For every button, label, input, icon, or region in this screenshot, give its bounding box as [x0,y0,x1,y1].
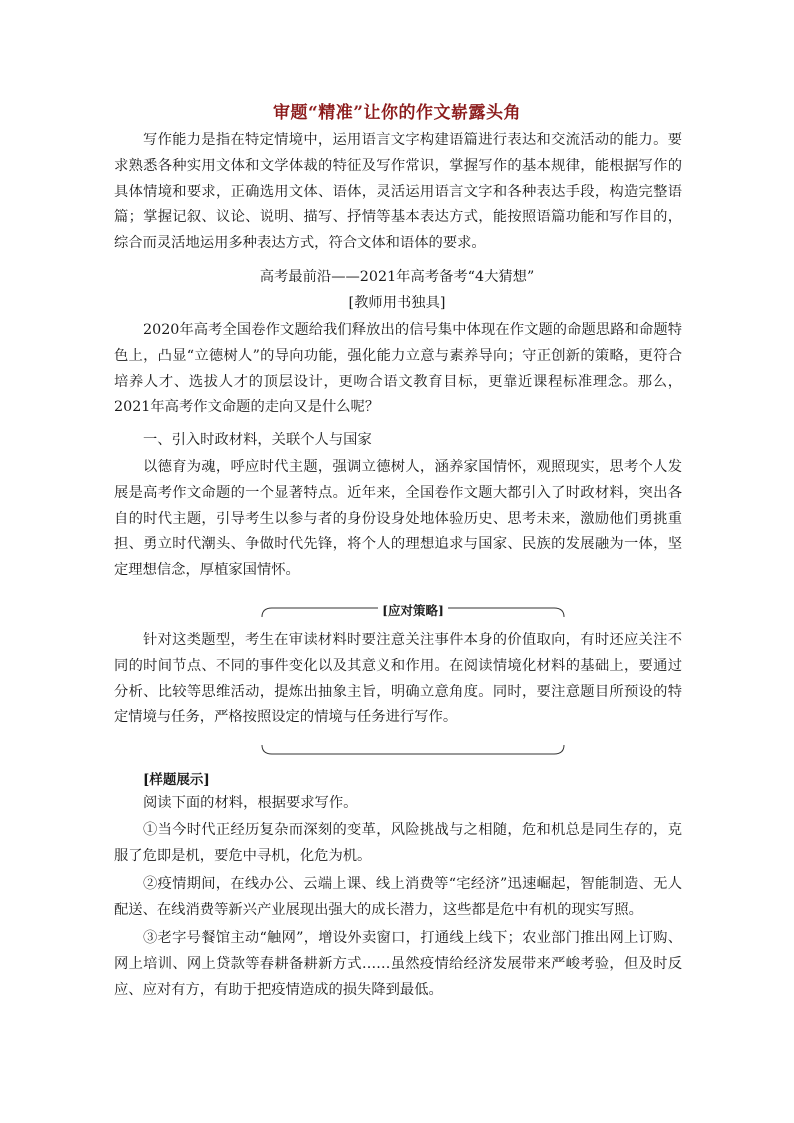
strategy-bracket-bottom [260,745,566,757]
section-subtitle: 高考最前沿——2021年高考备考“4大猜想” [259,269,535,285]
strategy-label: [应对策略] [382,603,444,618]
strategy-box-top [260,600,566,618]
material-item-1: ①当今时代正经历复杂而深刻的变革，风险挑战与之相随，危和机总是同生存的，克服了危即是机，要危中寻机，化危为机。 [114,822,682,864]
material-item-3: ③老字号餐馆主动“触网”，增设外卖窗口，打通线上线下；农业部门推出网上订购、网上培训、网上贷款等春耕备耕新方式……虽然疫情给经济发展带来严峻考验，但及时反应、应对有方，有助于把疫情造成的损失降到最低。 [114,930,682,998]
page-title: 审题“精准”让你的作文崭露头角 [272,103,522,123]
sample-intro: 阅读下面的材料，根据要求写作。 [143,795,358,811]
intro-paragraph: 写作能力是指在特定情境中，运用语言文字构建语篇进行表达和交流活动的能力。要求熟悉各种实用文体和文学体裁的特征及写作常识，掌握写作的基本规律，能根据写作的具体情境和要求，正确选用文体、语体，灵活运用语言文字和各种表达手段，构造完整语篇；掌握记叙、议论、说明、描写、抒情等基本表达方式，能按照语篇功能和写作目的，综合而灵活地运用多种表达方式，符合文体和语体的要求。 [114,132,682,252]
body-paragraph-1: 2020年高考全国卷作文题给我们释放出的信号集中体现在作文题的命题思路和命题特色上，凸显“立德树人”的导向功能，强化能力立意与素养导向；守正创新的策略，更符合培养人才、选拔人才的顶层设计，更吻合语文教育目标，更靠近课程标准理念。那么，2021年高考作文命题的走向又是什么呢？ [114,322,682,416]
teacher-note: [教师用书独具] [348,295,446,311]
section-heading-1: 一、引入时政材料，关联个人与国家 [143,432,372,448]
sample-label: [样题展示] [143,772,210,788]
strategy-box-bottom [260,742,566,754]
material-item-2: ②疫情期间，在线办公、云端上课、线上消费等“宅经济”迅速崛起，智能制造、无人配送、在线消费等新兴产业展现出强大的成长潜力，这些都是危中有机的现实写照。 [114,876,682,918]
strategy-paragraph: 针对这类题型，考生在审读材料时要注意关注事件本身的价值取向，有时还应关注不同的时间节点、不同的事件变化以及其意义和作用。在阅读情境化材料的基础上，要通过分析、比较等思维活动，提炼出抽象主旨，明确立意角度。同时，要注意题目所预设的特定情境与任务，严格按照设定的情境与任务进行写作。 [114,632,682,726]
body-paragraph-2: 以德育为魂，呼应时代主题，强调立德树人，涵养家国情怀，观照现实，思考个人发展是高考作文命题的一个显著特点。近年来，全国卷作文题大都引入了时政材料，突出各自的时代主题，引导考生以参与者的身份设身处地体验历史、思考未来，激励他们勇挑重担、勇立时代潮头、争做时代先锋，将个人的理想追求与国家、民族的发展融为一体，坚定理想信念，厚植家国情怀。 [114,459,682,579]
